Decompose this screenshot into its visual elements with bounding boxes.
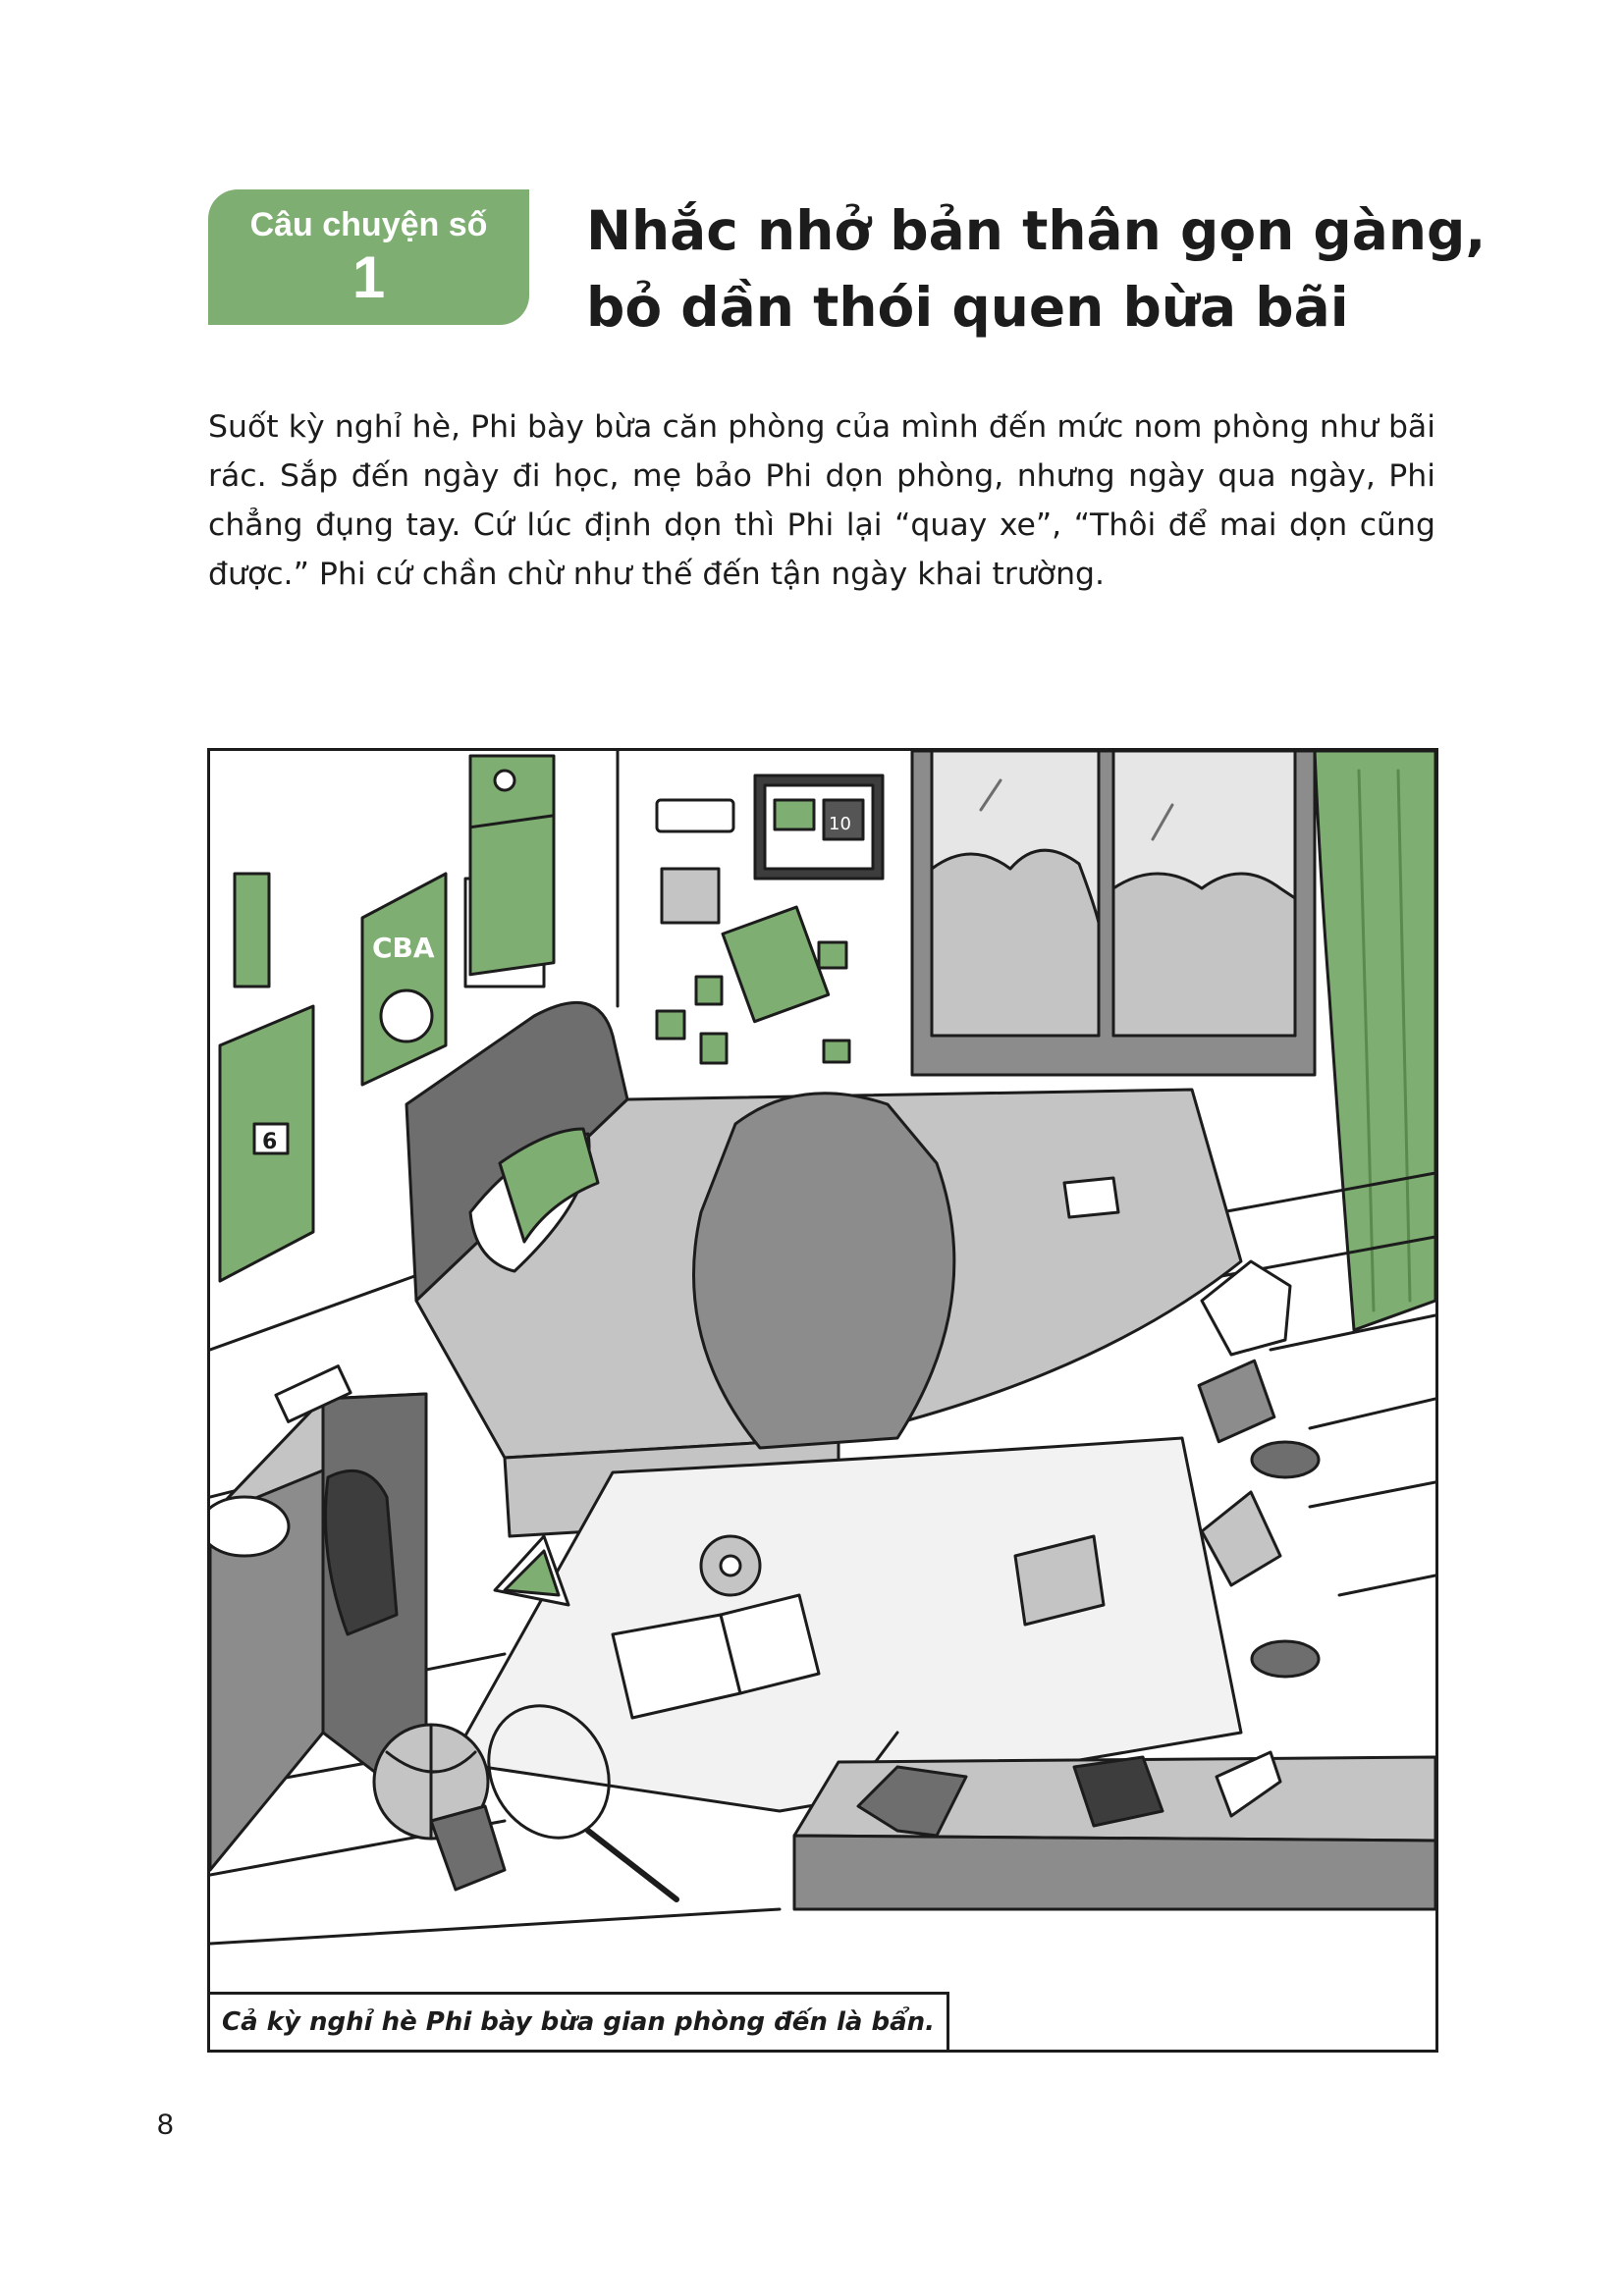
bench xyxy=(794,1752,1435,1909)
messy-room-illustration xyxy=(207,748,1438,2053)
page-title-line-1: Nhắc nhở bản thân gọn gàng, xyxy=(586,199,1487,262)
page-number: 8 xyxy=(157,2109,174,2141)
frame-jersey-number: 10 xyxy=(829,814,851,834)
page-title xyxy=(586,192,1568,346)
intro-paragraph: Suốt kỳ nghỉ hè, Phi bày bừa căn phòng của mình đến mức nom phòng như bãi rác. Sắp đến ngày đi học, mẹ bảo Phi dọn phòng, nhưng ngày qua ngày, Phi chẳng đụng tay. Cứ lúc định dọn thì Phi lại “quay xe”, “Thôi để mai dọn cũng được.” Phi cứ chần chừ như thế đến tận ngày khai trường. xyxy=(208,409,1435,592)
story-badge xyxy=(208,189,529,325)
illustration-caption: Cả kỳ nghỉ hè Phi bày bừa gian phòng đến là bẩn. xyxy=(210,1992,949,2050)
page-title-line-2: bỏ dần thói quen bừa bãi xyxy=(586,276,1349,339)
story-badge-label: Câu chuyện số xyxy=(249,206,488,243)
poster-text: CBA xyxy=(372,932,435,964)
poster-jersey-number: 6 xyxy=(262,1130,278,1154)
window xyxy=(912,751,1315,1075)
room-drawing xyxy=(210,751,1435,2050)
story-badge-number: 1 xyxy=(352,244,386,310)
